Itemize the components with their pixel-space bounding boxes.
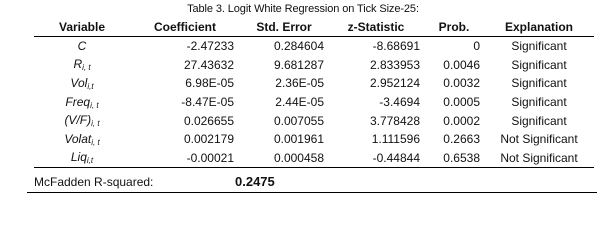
coefficient-cell: -8.47E-05 — [181, 95, 234, 110]
table-row — [34, 74, 594, 93]
variable-cell — [34, 56, 130, 75]
explanation-cell: Significant — [511, 113, 567, 128]
variable-name: Vol — [70, 75, 88, 90]
z-statistic-cell: 2.952124 — [369, 76, 420, 91]
variable-name: (V/F) — [64, 113, 92, 128]
prob-cell: 0 — [473, 39, 480, 54]
table-row — [34, 149, 594, 168]
explanation-cell: Not Significant — [500, 132, 578, 147]
std-error-cell: 2.36E-05 — [275, 76, 324, 91]
variable-cell — [34, 37, 130, 56]
variable-subscript: i, t — [91, 137, 100, 147]
explanation-cell: Not Significant — [484, 149, 594, 168]
std-error-cell: 0.000458 — [240, 149, 328, 168]
prob-cell: 0.0046 — [443, 57, 480, 72]
coefficient-cell: 6.98E-05 — [185, 76, 234, 91]
variable-cell — [34, 93, 130, 112]
variable-name: Freq — [65, 94, 91, 109]
header-z-statistic: z-Statistic — [328, 19, 424, 37]
z-statistic-cell: -8.68691 — [372, 39, 420, 54]
coefficient-cell: 0.002179 — [183, 132, 234, 147]
z-statistic-cell: -3.4694 — [379, 95, 420, 110]
mcfadden-value: 0.2475 — [235, 174, 275, 189]
prob-cell: 0.2663 — [443, 132, 480, 147]
explanation-cell: Significant — [511, 39, 567, 54]
z-statistic-cell: 3.778428 — [369, 113, 420, 128]
std-error-cell: 2.44E-05 — [275, 95, 324, 110]
coefficient-cell: 27.43632 — [183, 57, 234, 72]
std-error-cell: 0.007055 — [273, 113, 324, 128]
coefficient-cell: -0.00021 — [130, 149, 240, 168]
mcfadden-label: McFadden R-squared: — [34, 175, 154, 189]
variable-cell — [34, 74, 130, 93]
z-statistic-cell: 1.111596 — [371, 132, 420, 147]
prob-cell: 0.0002 — [443, 113, 480, 128]
explanation-cell: Significant — [511, 76, 567, 91]
table-row — [34, 111, 594, 130]
variable-cell — [34, 149, 130, 168]
variable-subscript: i,t — [86, 156, 94, 166]
std-error-cell: 0.001961 — [273, 132, 324, 147]
table-header-row — [34, 19, 594, 37]
explanation-cell: Significant — [511, 95, 567, 110]
header-prob: Prob. — [424, 19, 484, 37]
model-fit-footer — [27, 174, 597, 193]
table-row — [34, 93, 594, 112]
table-row — [34, 56, 594, 75]
regression-table — [34, 19, 594, 168]
variable-subscript: i,t — [87, 81, 94, 91]
explanation-cell: Significant — [511, 57, 567, 72]
variable-name: Volat — [64, 131, 92, 146]
header-explanation: Explanation — [484, 19, 594, 37]
table-caption: Table 3. Logit White Regression on Tick Size-25: — [187, 3, 419, 15]
variable-subscript: i, t — [82, 63, 91, 73]
table-row — [34, 130, 594, 149]
prob-cell: 0.6538 — [424, 149, 484, 168]
variable-subscript: i, t — [90, 100, 99, 110]
variable-name: Liq — [70, 150, 87, 165]
std-error-cell: 9.681287 — [273, 57, 324, 72]
coefficient-cell: -2.47233 — [186, 39, 234, 54]
variable-name: R — [73, 57, 83, 72]
table-row — [34, 37, 594, 56]
coefficient-cell: 0.026655 — [183, 113, 234, 128]
std-error-cell: 0.284604 — [273, 39, 324, 54]
prob-cell: 0.0005 — [443, 95, 480, 110]
variable-cell — [34, 111, 130, 130]
z-statistic-cell: -0.44844 — [328, 149, 424, 168]
variable-name: C — [77, 38, 87, 53]
prob-cell: 0.0032 — [443, 76, 480, 91]
variable-cell — [34, 130, 130, 149]
header-std-error: Std. Error — [240, 19, 328, 37]
z-statistic-cell: 2.833953 — [369, 57, 420, 72]
variable-subscript: i, t — [91, 119, 100, 129]
header-coefficient: Coefficient — [130, 19, 240, 37]
header-variable: Variable — [34, 19, 130, 37]
